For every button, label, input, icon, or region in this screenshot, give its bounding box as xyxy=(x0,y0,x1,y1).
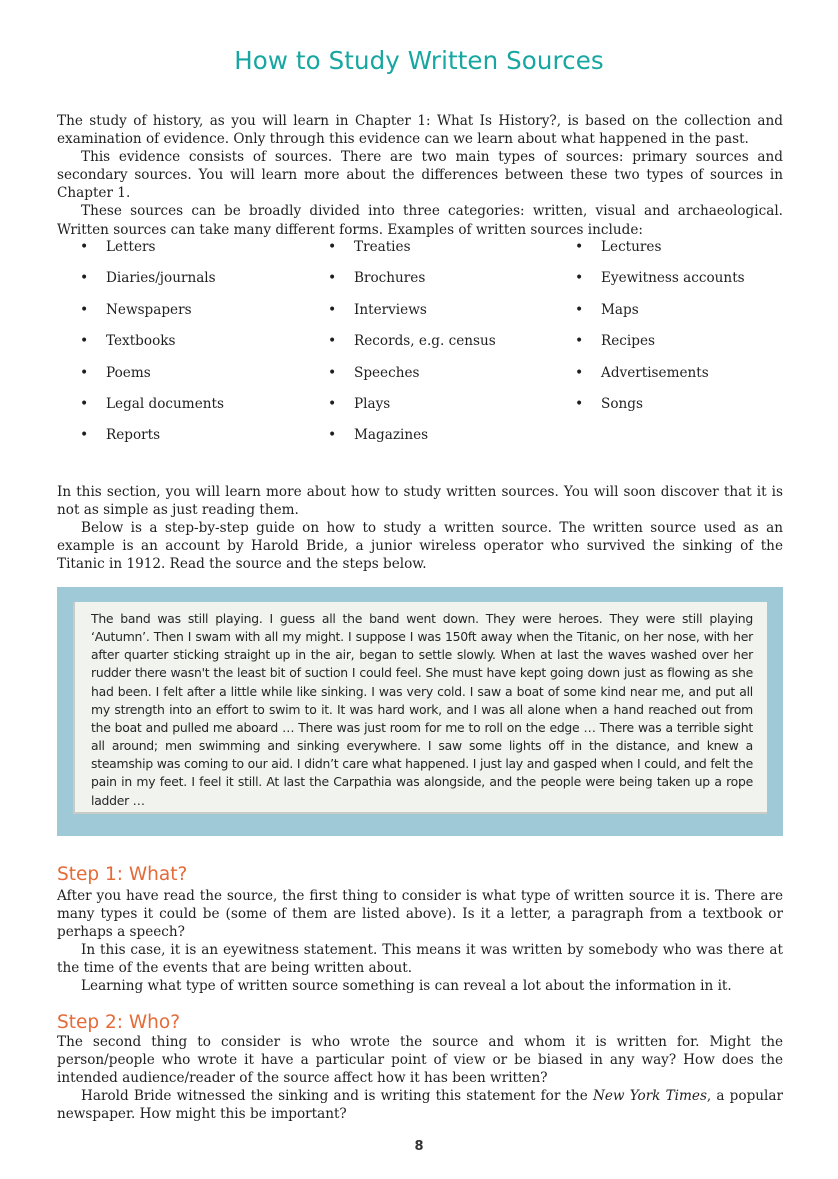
list-item: • Records, e.g. census xyxy=(328,332,496,363)
list-item: • Advertisements xyxy=(575,364,745,395)
list-item: • Textbooks xyxy=(80,332,224,363)
examples-column-3 xyxy=(575,238,745,426)
list-item: • Lectures xyxy=(575,238,745,269)
source-quote-paper xyxy=(73,602,767,814)
section-text xyxy=(57,483,783,573)
step-1-paragraph-3: Learning what type of written source something is can reveal a lot about the information in it. xyxy=(81,978,732,995)
list-item: • Legal documents xyxy=(80,395,224,426)
list-item: • Songs xyxy=(575,395,745,426)
source-quote-frame xyxy=(57,587,783,836)
step-1-paragraph-2: In this case, it is an eyewitness statement. This means it was written by somebody who was there at the time of the events that are being written about. xyxy=(57,942,783,977)
step-2-text-after: , a popular newspaper. How might this be important? xyxy=(57,1088,783,1123)
source-quote-text: The band was still playing. I guess all the band went down. They were heroes. They were still playing ‘Autumn’. Then I swam with all my might. I suppose I was 150ft away when the Titanic, on her nose, with her after quarter sticking straight up in the air, began to settle slowly. When at last the waves washed over her rudder there wasn't the least bit of suction I could feel. She must have kept going down just as flowing as she had been. I felt after a little while like sinking. I was very cold. I saw a boat of some kind near me, and put all my strength into an effort to swim to it. It was hard work, and I was all alone when a hand reached out from the boat and pulled me aboard … There was just room for me to roll on the edge … There was a terrible sight all around; men swimming and sinking everywhere. I saw some lights off in the distance, and knew a steamship was coming to our aid. I didn’t care what happened. I just lay and gasped when I could, and felt the pain in my feet. I feel it still. At last the Carpathia was alongside, and the people were being taken up a rope ladder … xyxy=(91,611,753,808)
list-item: • Diaries/journals xyxy=(80,269,224,300)
list-item: • Letters xyxy=(80,238,224,269)
step-2-paragraph-1: The second thing to consider is who wrote the source and whom it is written for. Might the person/people who wrote it have a particular point of view or be biased in any way? How does the intended audience/reader of the source affect how it has been written? xyxy=(57,1034,783,1087)
list-item: • Treaties xyxy=(328,238,496,269)
examples-column-1 xyxy=(80,238,224,458)
list-item: • Reports xyxy=(80,426,224,457)
list-item: • Newspapers xyxy=(80,301,224,332)
list-item: • Recipes xyxy=(575,332,745,363)
step-2-text xyxy=(57,1033,783,1123)
intro-paragraph-3: These sources can be broadly divided into three categories: written, visual and archaeological. Written sources can take many different forms. Examples of written sources include: xyxy=(57,203,783,238)
list-item: • Magazines xyxy=(328,426,496,457)
step-1-text xyxy=(57,887,783,996)
section-paragraph-2: Below is a step-by-step guide on how to study a written source. The written source used as an example is an account by Harold Bride, a junior wireless operator who survived the sinking of the Titanic in 1912. Read the source and the steps below. xyxy=(57,520,783,573)
intro-paragraph-2: This evidence consists of sources. There are two main types of sources: primary sources and secondary sources. You will learn more about the differences between these two types of sources in Chapter 1. xyxy=(57,149,783,202)
list-item: • Maps xyxy=(575,301,745,332)
list-item: • Interviews xyxy=(328,301,496,332)
list-item: • Brochures xyxy=(328,269,496,300)
list-item: • Eyewitness accounts xyxy=(575,269,745,300)
section-paragraph-1: In this section, you will learn more about how to study written sources. You will soon discover that it is not as simple as just reading them. xyxy=(57,484,783,519)
step-2-paragraph-2 xyxy=(57,1087,783,1123)
list-item: • Speeches xyxy=(328,364,496,395)
step-1-heading: Step 1: What? xyxy=(57,864,188,885)
step-2-heading: Step 2: Who? xyxy=(57,1012,181,1033)
page-number: 8 xyxy=(414,1139,424,1154)
intro-text xyxy=(57,112,783,239)
list-item: • Plays xyxy=(328,395,496,426)
intro-paragraph-1: The study of history, as you will learn in Chapter 1: What Is History?, is based on the collection and examination of evidence. Only through this evidence can we learn about what happened in the past. xyxy=(57,113,783,148)
list-item: • Poems xyxy=(80,364,224,395)
step-2-text-before: Harold Bride witnessed the sinking and is writing this statement for the xyxy=(81,1088,593,1105)
newspaper-title: New York Times xyxy=(592,1088,707,1105)
page-title: How to Study Written Sources xyxy=(234,46,604,75)
step-1-paragraph-1: After you have read the source, the first thing to consider is what type of written source it is. There are many types it could be (some of them are listed above). Is it a letter, a paragraph from a textbook or perhaps a speech? xyxy=(57,888,783,941)
examples-column-2 xyxy=(328,238,496,458)
